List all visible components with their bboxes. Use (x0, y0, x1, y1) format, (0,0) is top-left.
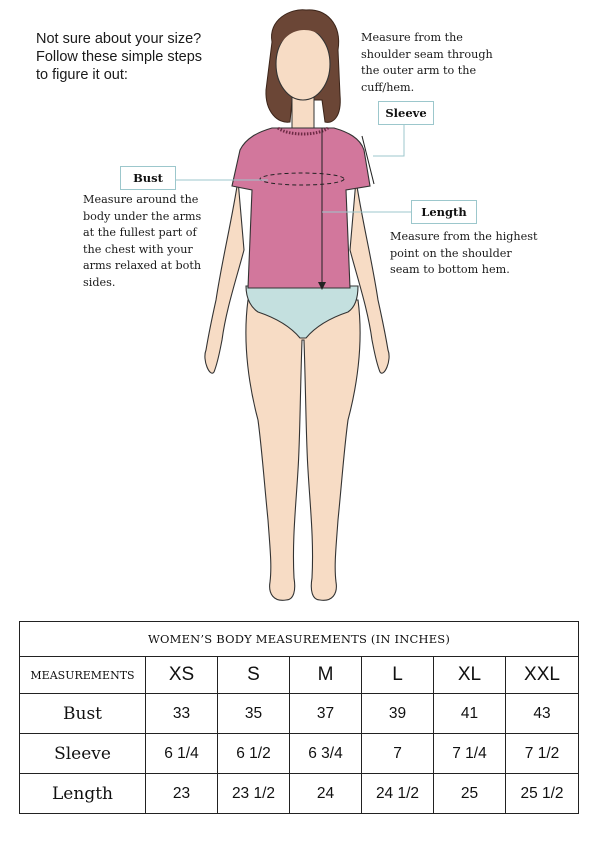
note-line: cuff/hem. (361, 80, 415, 94)
note-line: arms relaxed at both (83, 259, 202, 272)
table-cell: 6 1/2 (218, 734, 290, 774)
note-line: at the fullest part of (83, 226, 197, 239)
table-row (20, 694, 579, 734)
note-line: sides. (83, 275, 116, 289)
note-line: shoulder seam through (361, 47, 493, 61)
table-cell: 6 1/4 (146, 734, 218, 774)
table-caption: WOMEN’S BODY MEASUREMENTS (IN INCHES) (20, 622, 579, 657)
intro-line: to figure it out: (36, 67, 128, 83)
row-label: Sleeve (20, 734, 146, 774)
table-cell: 37 (290, 694, 362, 734)
note-line: body under the arms (83, 209, 202, 223)
shirt (232, 128, 370, 288)
table-cell: 7 (362, 734, 434, 774)
table-cell: 24 (290, 774, 362, 814)
table-cell: 7 1/4 (434, 734, 506, 774)
table-cell: 41 (434, 694, 506, 734)
note-line: Measure from the (361, 31, 463, 44)
left-arm (205, 180, 244, 373)
table-cell: 23 (146, 774, 218, 814)
table-header-row (20, 657, 579, 694)
size-header: L (362, 657, 434, 694)
row-label: Length (20, 774, 146, 814)
bust-tag: Bust (120, 166, 176, 190)
size-header: M (290, 657, 362, 694)
note-line: the outer arm to the (361, 64, 477, 77)
size-header: S (218, 657, 290, 694)
note-line: the chest with your (83, 242, 193, 256)
sleeve-note (361, 30, 493, 96)
size-header: XS (146, 657, 218, 694)
note-line: Measure from the highest (390, 230, 538, 243)
bust-note (83, 192, 201, 291)
header-label: MEASUREMENTS (20, 657, 146, 694)
sleeve-connector (373, 124, 404, 156)
table-cell: 35 (218, 694, 290, 734)
intro-line: Follow these simple steps (36, 49, 203, 65)
table-cell: 25 (434, 774, 506, 814)
note-line: seam to bottom hem. (390, 263, 510, 276)
table-cell: 23 1/2 (218, 774, 290, 814)
table-row (20, 774, 579, 814)
size-header: XL (434, 657, 506, 694)
table-cell: 24 1/2 (362, 774, 434, 814)
length-tag: Length (411, 200, 477, 224)
neck (292, 96, 314, 128)
table-cell: 43 (506, 694, 579, 734)
row-label: Bust (20, 694, 146, 734)
note-line: Measure around the (83, 193, 199, 206)
table-cell: 7 1/2 (506, 734, 579, 774)
size-header: XXL (506, 657, 579, 694)
sleeve-tag: Sleeve (378, 101, 434, 125)
table-cell: 39 (362, 694, 434, 734)
note-line: point on the shoulder (390, 246, 512, 260)
size-table (19, 621, 579, 814)
length-note (390, 229, 538, 279)
table-cell: 33 (146, 694, 218, 734)
intro-line: Not sure about your size? (36, 31, 202, 47)
table-cell: 6 3/4 (290, 734, 362, 774)
table-cell: 25 1/2 (506, 774, 579, 814)
size-chart (19, 621, 578, 818)
legs (246, 300, 360, 600)
table-row (20, 734, 579, 774)
